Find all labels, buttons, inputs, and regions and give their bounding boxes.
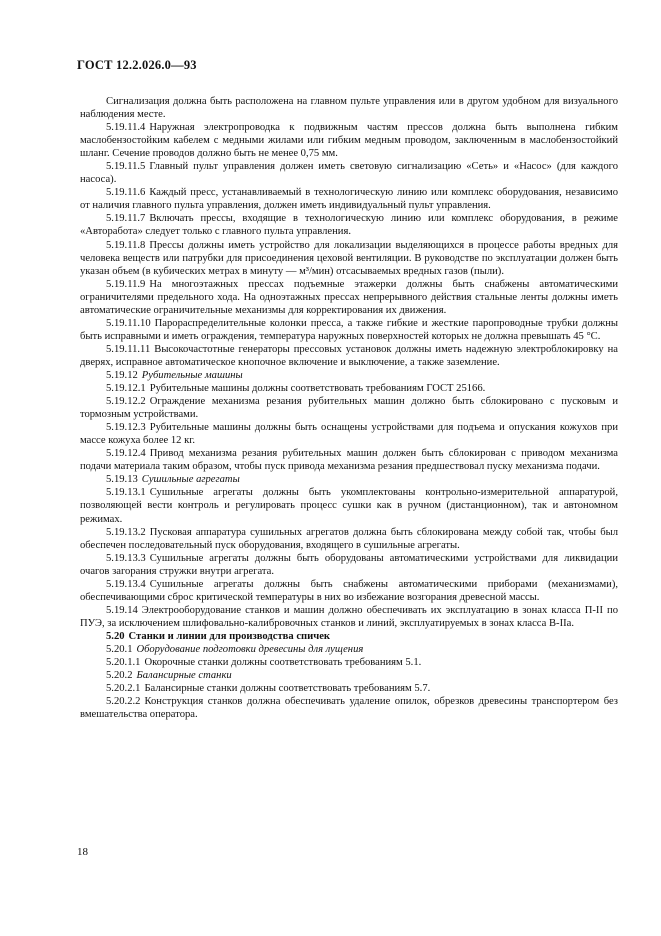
page-number: 18 xyxy=(77,846,88,858)
subsection-heading xyxy=(80,643,618,656)
subsection-title: Оборудование подготовки древесины для лущения xyxy=(136,643,364,655)
clause-text: Ограждение механизма резания рубительных машин должно быть сблокировано с пусковым и тормозным устройствами. xyxy=(80,396,618,421)
clause xyxy=(80,695,618,721)
clause xyxy=(80,160,618,186)
clause-number: 5.19.12.4 xyxy=(106,448,146,460)
clause-text: Пусковая аппаратура сушильных агрегатов должна быть сблокирована между собой так, чтобы был обеспечен последовательный пуск оборудования, входящего в сушильные агрегаты. xyxy=(80,526,618,551)
clause xyxy=(80,186,618,212)
clause-text: Сушильные агрегаты должны быть укомплектованы контрольно-измерительной аппаратурой, позволяющей вести контроль и регулировать процесс сушки как в ручном (дистанционном), так и автономном режимах. xyxy=(80,487,618,525)
clause-number: 5.19.12.1 xyxy=(106,383,146,395)
clause xyxy=(80,486,618,525)
subsection-title: Рубительные машины xyxy=(141,369,243,381)
clause-number: 5.19.11.10 xyxy=(106,317,151,329)
clause-number: 5.20.2 xyxy=(106,670,133,682)
clause-number: 5.20.2.1 xyxy=(106,683,141,695)
clause xyxy=(80,604,618,630)
subsection-heading xyxy=(80,669,618,682)
clause-number: 5.19.12.2 xyxy=(106,396,146,408)
clause-text: Каждый пресс, устанавливаемый в технологическую линию или комплекс оборудования, независимо от наличия главного пульта управления, должен иметь индивидуальный пульт управления. xyxy=(80,187,618,212)
clause-number: 5.19.14 xyxy=(106,604,138,616)
document-header: ГОСТ 12.2.026.0—93 xyxy=(77,58,197,72)
document-body xyxy=(80,95,618,721)
clause xyxy=(80,656,618,669)
clause xyxy=(80,578,618,604)
clause-text: Привод механизма резания рубительных машин должен быть сблокирован с приводом механизма подачи материала таким образом, чтобы пуск привода механизма резания предшествовал пуску механизма подачи. xyxy=(80,448,618,473)
clause xyxy=(80,343,618,369)
clause-number: 5.19.11.7 xyxy=(106,213,146,225)
clause-number: 5.19.11.11 xyxy=(106,343,151,355)
clause xyxy=(80,447,618,473)
clause-text: Сушильные агрегаты должны быть снабжены автоматическими приборами (механизмами), обеспечивающими сброс критической температуры в них во избежание возгорания древесной массы. xyxy=(80,578,618,603)
clause-number: 5.19.13.1 xyxy=(106,487,146,499)
clause xyxy=(80,552,618,578)
subsection-title: Балансирные станки xyxy=(136,670,232,682)
clause-number: 5.19.13.3 xyxy=(106,552,146,564)
clause xyxy=(80,682,618,695)
clause-number: 5.19.13.4 xyxy=(106,578,146,590)
clause xyxy=(80,526,618,552)
clause-text: Конструкция станков должна обеспечивать удаление опилок, обрезков древесины транспортером без вмешательства оператора. xyxy=(80,696,618,721)
clause-number: 5.19.11.9 xyxy=(106,278,146,290)
clause-number: 5.19.12 xyxy=(106,369,138,381)
clause-text: Электрооборудование станков и машин должно обеспечивать их эксплуатацию в зонах класса П-II по ПУЭ, за исключением шлифовально-калибровочных станков и линий, эксплуатируемых в зонах класса В-IIа. xyxy=(80,604,618,629)
section-number: 5.20 xyxy=(106,630,125,642)
clause-text: Главный пульт управления должен иметь световую сигнализацию «Сеть» и «Насос» (для каждого насоса). xyxy=(80,161,618,186)
clause-text: Рубительные машины должны соответствовать требованиям ГОСТ 25166. xyxy=(149,383,486,395)
clause-text: Прессы должны иметь устройство для локализации выделяющихся в процессе работы вредных для человека веществ или патрубки для присоединения цеховой вентиляции. В руководстве по эксплуатации должен быть указан объем (в кубических метрах в минуту — м³/мин) отсасываемых вредных газов (пыли). xyxy=(80,239,618,277)
clause xyxy=(80,395,618,421)
paragraph-text: Сигнализация должна быть расположена на главном пульте управления или в другом удобном для визуального наблюдения месте. xyxy=(80,96,618,121)
subsection-heading xyxy=(80,473,618,486)
clause-number: 5.19.11.4 xyxy=(106,122,146,134)
clause xyxy=(80,239,618,278)
clause xyxy=(80,421,618,447)
clause xyxy=(80,317,618,343)
clause-number: 5.20.1 xyxy=(106,643,133,655)
clause-text: Сушильные агрегаты должны быть оборудованы автоматическими устройствами для ликвидации очагов загорания стружки внутри агрегата. xyxy=(80,552,618,577)
clause-number: 5.19.11.6 xyxy=(106,187,146,199)
clause-text: Наружная электропроводка к подвижным частям прессов должна быть выполнена гибким маслобензостойким кабелем с медными жилами или гибким медным проводом, заключенным в маслобензостойкий шланг. Сечение проводов должно быть не менее 0,75 мм. xyxy=(80,122,618,160)
clause-number: 5.19.12.3 xyxy=(106,422,146,434)
clause-text: Парораспределительные колонки пресса, а также гибкие и жесткие паропроводные трубки должны быть исправными и иметь ограждения, температура наружных поверхностей которых не должна превышать 45 °С. xyxy=(80,317,618,342)
clause-text: На многоэтажных прессах подъемные этажерки должны быть снабжены автоматическими ограничителями предельного хода. На одноэтажных прессах непрерывного действия стальные ленты должны иметь автоматические ограничительные механизмы для корректирования их движения. xyxy=(80,278,618,316)
clause xyxy=(80,382,618,395)
section-heading xyxy=(80,630,618,643)
paragraph xyxy=(80,95,618,121)
clause-text: Включать прессы, входящие в технологическую линию или комплекс оборудования, в режиме «Авторабота» следует только с главного пульта управления. xyxy=(80,213,618,238)
clause-number: 5.19.11.5 xyxy=(106,161,146,173)
subsection-heading xyxy=(80,369,618,382)
clause-text: Высокочастотные генераторы прессовых установок должны иметь надежную электроблокировку на дверях, исправное автоматическое кнопочное включение и выключение, а также заземление. xyxy=(80,343,618,368)
clause-text: Рубительные машины должны быть оснащены устройствами для подъема и опускания кожухов при массе кожуха более 12 кг. xyxy=(80,422,618,447)
clause-number: 5.20.2.2 xyxy=(106,696,141,708)
clause-number: 5.19.13 xyxy=(106,474,138,486)
clause-text: Балансирные станки должны соответствовать требованиям 5.7. xyxy=(144,683,431,695)
section-title: Станки и линии для производства спичек xyxy=(128,630,331,642)
clause-number: 5.19.13.2 xyxy=(106,526,146,538)
clause xyxy=(80,121,618,160)
clause-text: Окорочные станки должны соответствовать требованиям 5.1. xyxy=(144,657,422,669)
subsection-title: Сушильные агрегаты xyxy=(141,474,240,486)
clause xyxy=(80,278,618,317)
clause-number: 5.19.11.8 xyxy=(106,239,146,251)
clause xyxy=(80,212,618,238)
clause-number: 5.20.1.1 xyxy=(106,657,141,669)
